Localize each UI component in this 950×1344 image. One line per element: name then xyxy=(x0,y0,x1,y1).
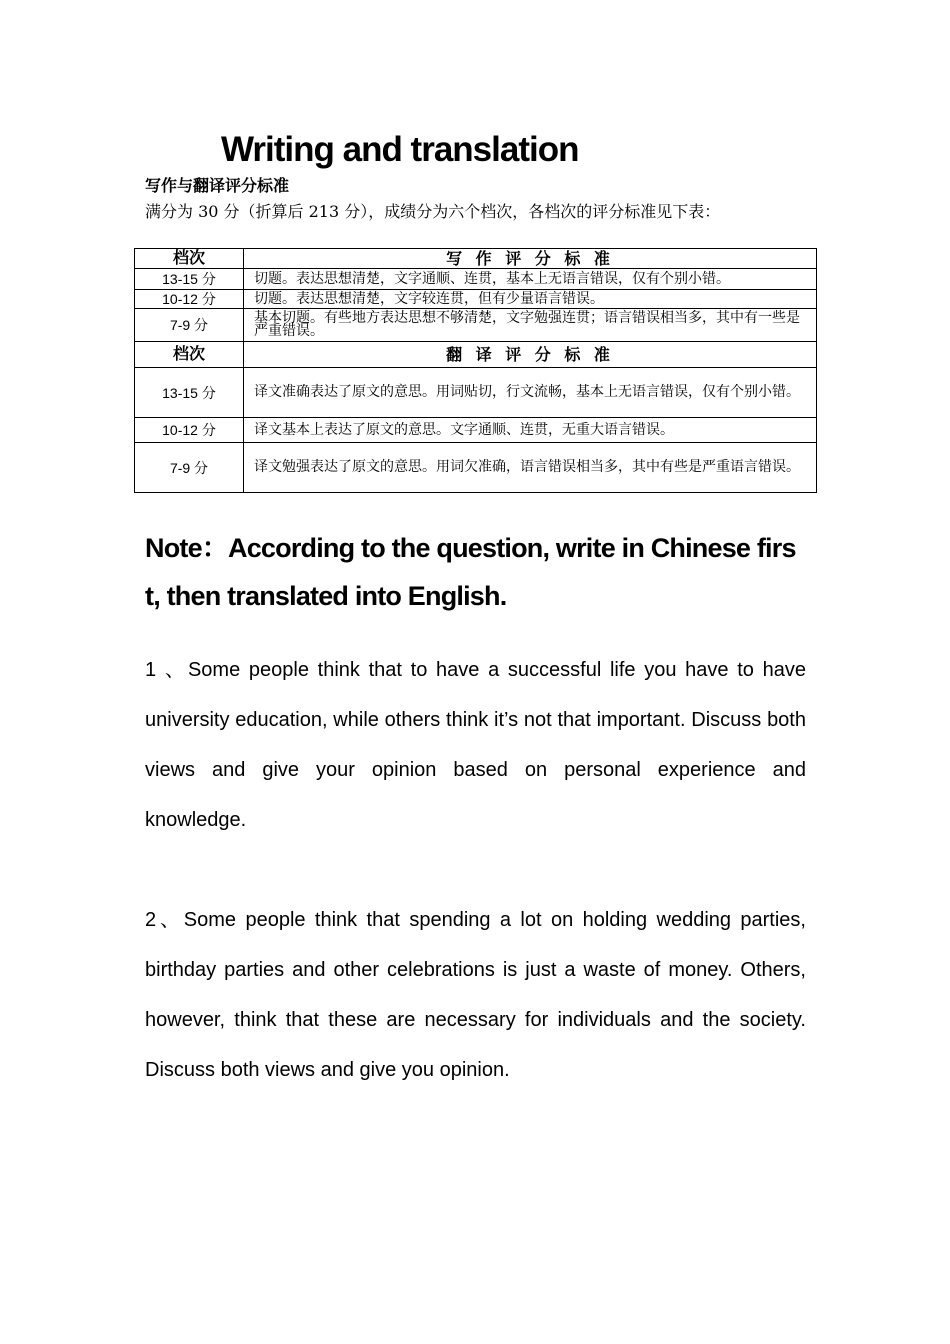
band-header: 档次 xyxy=(135,342,244,368)
criteria-cell: 切题。表达思想清楚，文字较连贯，但有少量语言错误。 xyxy=(244,290,817,309)
criteria-cell: 译文准确表达了原文的意思。用词贴切，行文流畅，基本上无语言错误，仅有个别小错。 xyxy=(244,368,817,418)
intro-text: 满分为 30 分（折算后 213 分），成绩分为六个档次，各档次的评分标准见下表： xyxy=(145,202,721,221)
criteria-cell: 基本切题。有些地方表达思想不够清楚，文字勉强连贯；语言错误相当多，其中有一些是严重错误。 xyxy=(244,309,817,342)
translation-header-row xyxy=(135,342,817,368)
band-cell: 7-9 分 xyxy=(135,443,244,493)
band-cell: 10-12 分 xyxy=(135,418,244,443)
writing-criteria-header: 写 作 评 分 标 准 xyxy=(244,249,817,269)
band-cell: 7-9 分 xyxy=(135,309,244,342)
criteria-cell: 译文基本上表达了原文的意思。文字通顺、连贯，无重大语言错误。 xyxy=(244,418,817,443)
criteria-cell: 切题。表达思想清楚，文字通顺、连贯，基本上无语言错误，仅有个别小错。 xyxy=(244,269,817,290)
scoring-criteria-table xyxy=(134,248,817,493)
table-row xyxy=(135,368,817,418)
band-cell: 13-15 分 xyxy=(135,269,244,290)
note-heading: Note：According to the question, write in Chinese first, then translated into English. xyxy=(145,533,796,611)
table-row xyxy=(135,309,817,342)
criteria-cell: 译文勉强表达了原文的意思。用词欠准确，语言错误相当多，其中有些是严重语言错误。 xyxy=(244,443,817,493)
question-2: 2、Some people think that spending a lot on holding wedding parties, birthday parties and other celebrations is just a waste of money. Others, however, think that these are necessary for individuals and the society. Discuss both views and give you opinion. xyxy=(145,909,806,1081)
criteria-subtitle: 写作与翻译评分标准 xyxy=(145,178,290,195)
band-cell: 13-15 分 xyxy=(135,368,244,418)
band-cell: 10-12 分 xyxy=(135,290,244,309)
table-row xyxy=(135,290,817,309)
band-header: 档次 xyxy=(135,249,244,269)
writing-header-row xyxy=(135,249,817,269)
table-row xyxy=(135,269,817,290)
question-1: 1 、Some people think that to have a successful life you have to have university education, while others think it’s not that important. Discuss both views and give your opinion based on personal experience and knowledge. xyxy=(145,659,806,831)
table-row xyxy=(135,443,817,493)
translation-criteria-header: 翻 译 评 分 标 准 xyxy=(244,342,817,368)
page-title: Writing and translation xyxy=(221,130,579,169)
table-row xyxy=(135,418,817,443)
